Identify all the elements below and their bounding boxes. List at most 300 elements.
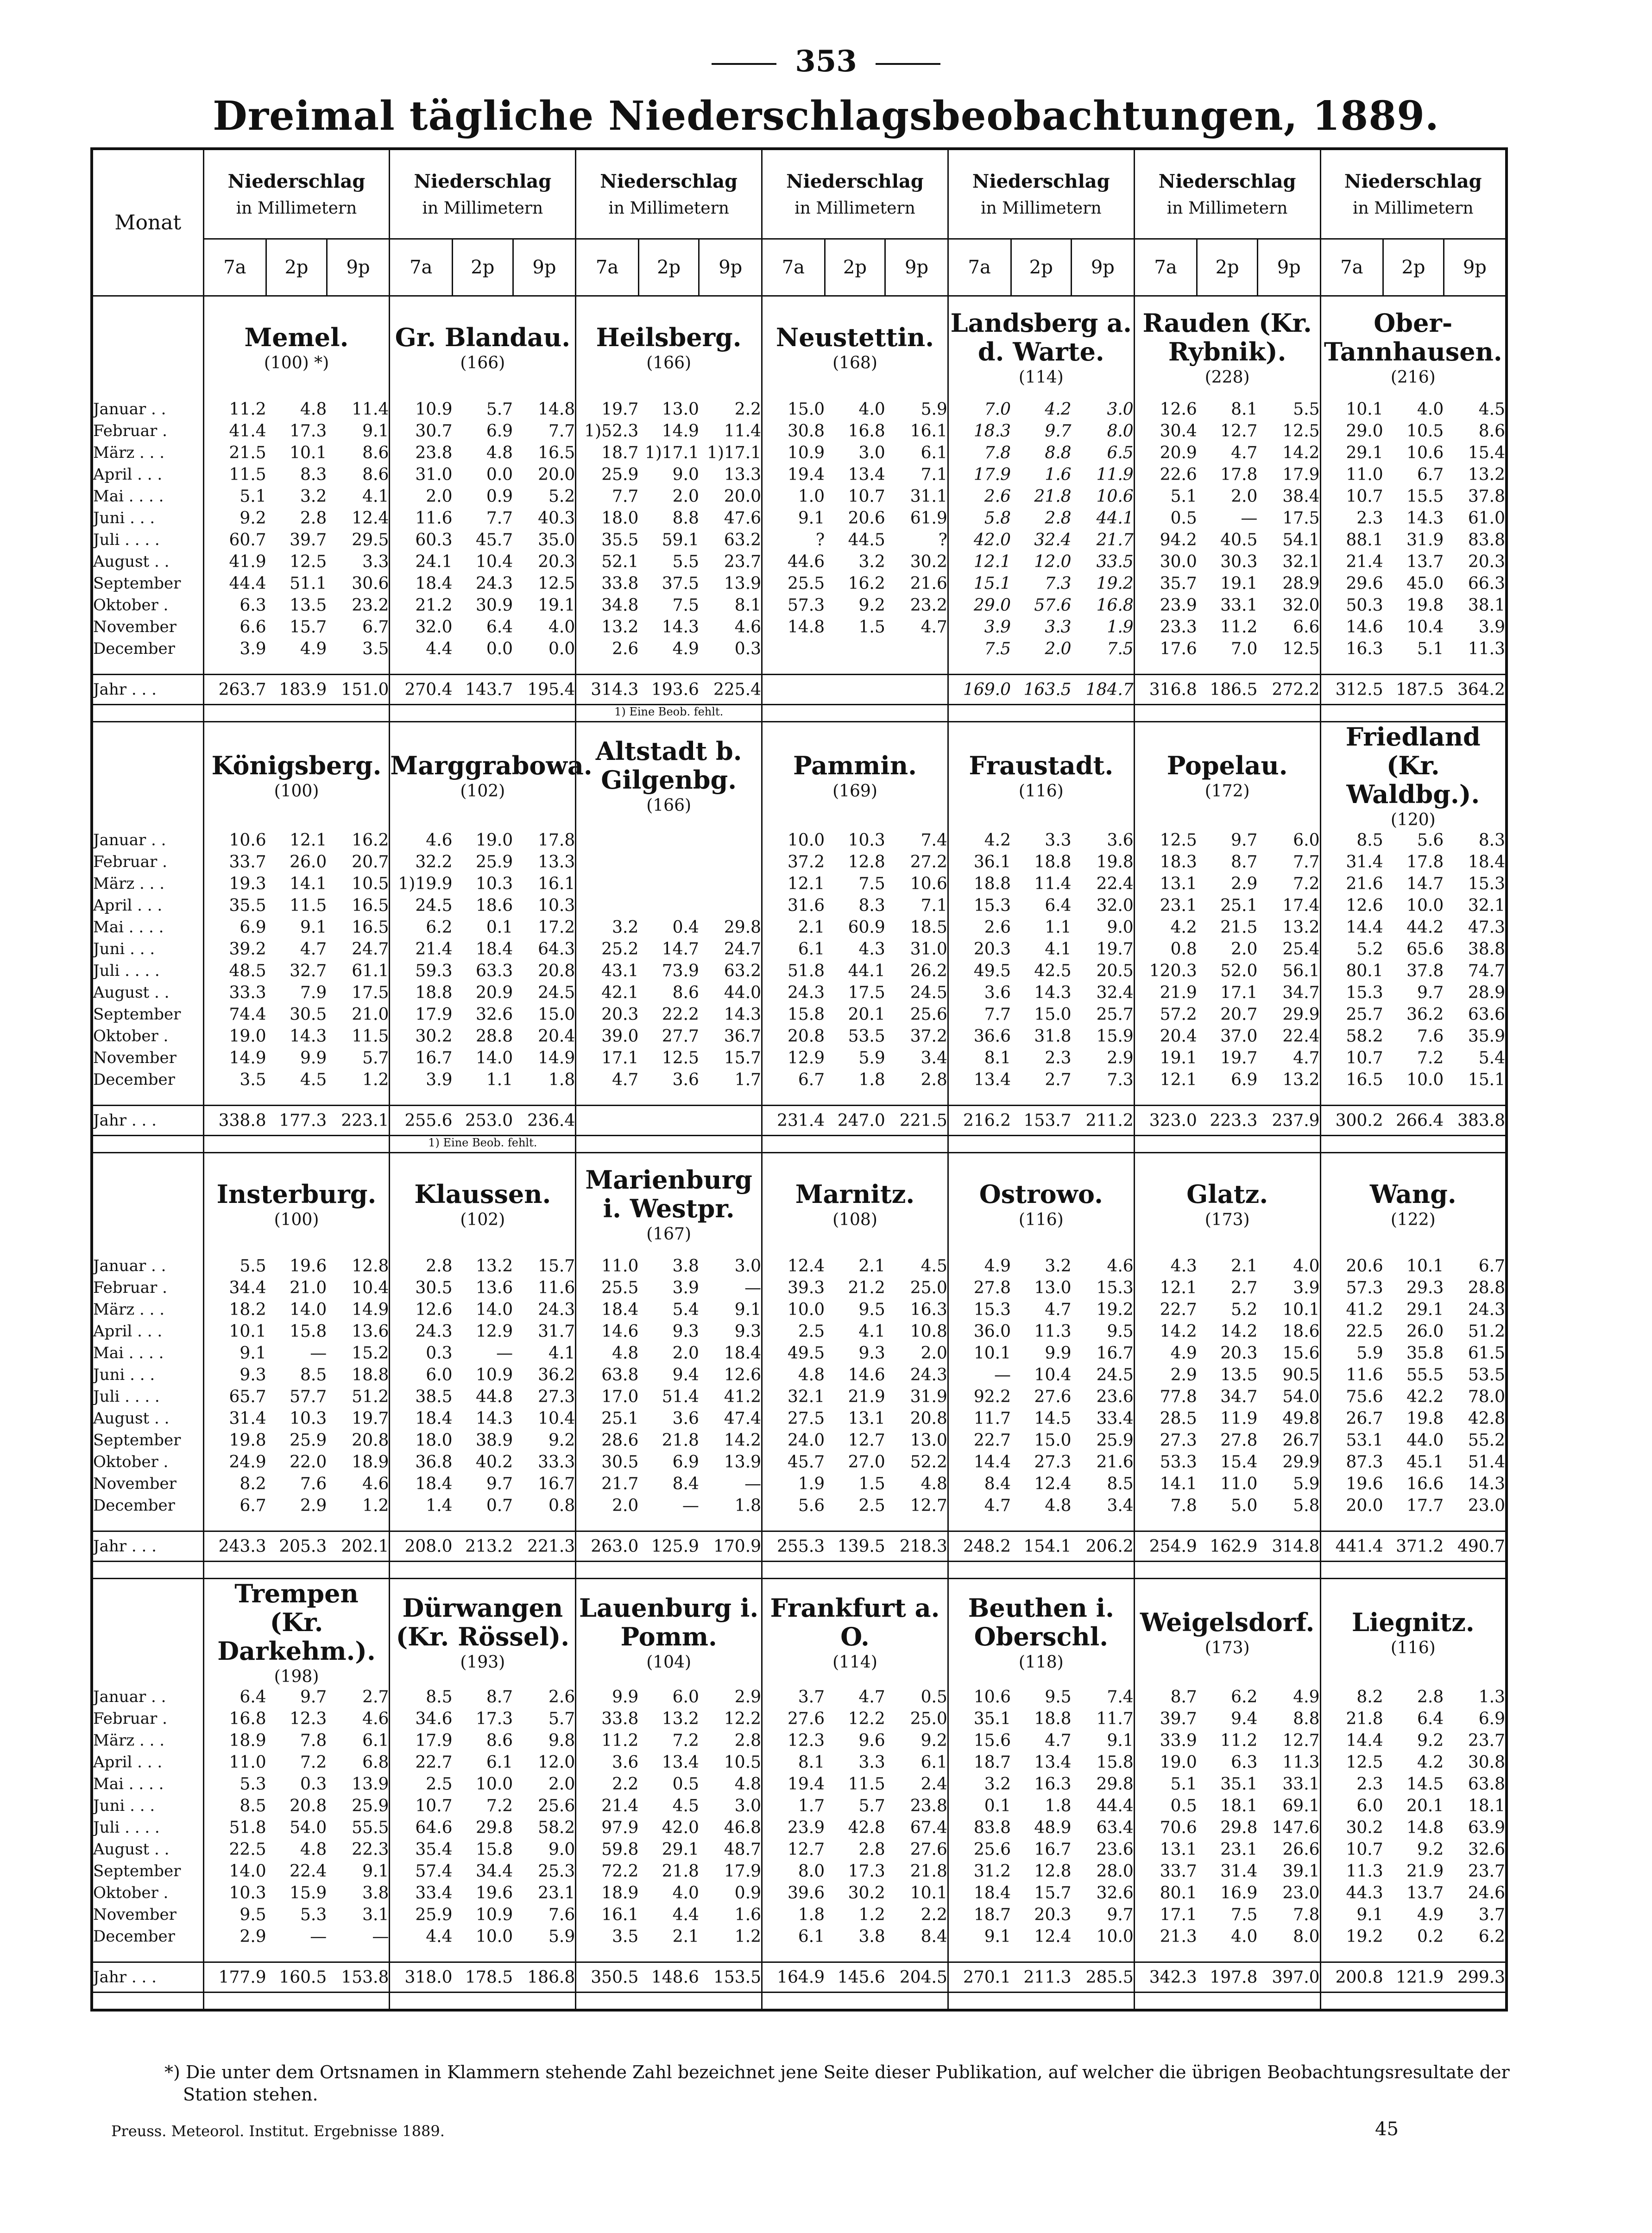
year-total: 170.9 [699,1531,762,1562]
value-cell: 15.2 [352,1344,389,1363]
value-cell: 13.3 [538,853,575,872]
value-cell: 4.7 [1231,443,1258,462]
value-cell: 9.1 [300,918,327,937]
value-cell: 10.7 [1346,1840,1383,1859]
value-cell: 10.0 [475,1775,513,1794]
value-cell: 10.1 [1406,1257,1444,1276]
value-cell: 37.5 [662,574,699,593]
value-cell: 55.5 [1406,1366,1444,1385]
station-footnote-cell [203,1562,390,1579]
value-column [390,1686,453,1948]
value-cell: 16.7 [1034,1840,1072,1859]
value-cell: 4.8 [734,1775,762,1794]
value-cell: 10.4 [1034,1366,1072,1385]
value-cell: 36.0 [973,1322,1011,1341]
month-label: Mai . . . . [93,1775,164,1793]
value-cell: 22.5 [1346,1322,1383,1341]
value-cell: 94.2 [1160,531,1197,550]
value-cell: 10.9 [475,1366,513,1385]
value-cell: 7.7 [548,422,575,441]
value-column [203,829,266,1091]
value-cell: 5.7 [858,1797,885,1815]
value-cell: 20.6 [848,509,885,528]
value-cell: 10.5 [1406,422,1444,441]
value-cell: 30.2 [848,1884,885,1903]
value-cell: 1)17.1 [706,443,762,462]
niederschlag-header [1134,149,1320,239]
value-cell: 6.9 [486,422,513,441]
year-total [638,1106,699,1136]
station-name: Liegnitz. [1351,1607,1475,1637]
value-cell: 2.6 [612,639,639,658]
value-cell: 29.5 [352,531,389,550]
value-cell: 22.4 [290,1862,327,1881]
value-cell: 64.6 [415,1818,453,1837]
unit-label: in Millimetern [608,199,729,218]
station-page: (166) [646,353,692,373]
page-number-line [0,44,1652,79]
value-cell: 2.7 [362,1688,389,1707]
value-cell: 8.4 [921,1927,947,1946]
value-cell: 14.3 [662,618,699,637]
value-cell: 20.3 [538,552,575,571]
value-cell: 7.4 [921,831,947,850]
value-column [1320,1686,1383,1948]
station-page: (193) [460,1653,505,1672]
value-cell: 4.7 [1045,1731,1072,1750]
value-cell: 11.5 [352,1027,389,1046]
value-cell: 29.8 [724,918,762,937]
month-label: Juni . . . [93,1797,155,1815]
value-cell: 11.9 [1096,465,1134,484]
value-cell: 66.3 [1468,574,1505,593]
value-cell: 13.0 [910,1431,947,1450]
value-cell: 24.7 [724,940,762,959]
value-cell: 7.2 [1417,1049,1444,1068]
value-cell: 53.3 [1160,1453,1197,1472]
value-cell: 18.8 [1034,1709,1072,1728]
value-cell: 4.8 [1045,1496,1072,1515]
value-cell: 21.4 [1346,552,1383,571]
value-cell: 12.3 [788,1731,825,1750]
year-total: 213.2 [453,1531,513,1562]
value-cell: 21.6 [910,574,947,593]
value-cell: 6.9 [240,918,266,937]
station-footnote-cell [1320,705,1507,722]
station-header [1134,296,1320,399]
station-page: (228) [1204,367,1250,387]
value-column [453,1686,513,1948]
value-cell: — [310,1344,327,1363]
station-header [576,1579,762,1687]
value-cell: 29.8 [1220,1818,1258,1837]
value-cell: 147.6 [1272,1818,1320,1837]
precipitation-table [90,147,1508,2012]
niederschlag-label: Niederschlag [600,171,738,192]
value-cell: 14.8 [538,400,575,419]
value-cell: 21.8 [910,1862,947,1881]
value-cell: 17.8 [538,831,575,850]
value-cell: 19.2 [1096,574,1134,593]
value-cell: 32.4 [1096,983,1134,1002]
value-cell: 9.1 [362,422,389,441]
value-cell: 7.7 [612,487,639,506]
value-cell: 1.5 [858,618,885,637]
value-cell: 54.0 [290,1818,327,1837]
value-cell: 1.6 [1045,465,1072,484]
value-cell: 8.7 [1170,1688,1197,1707]
year-total: 153.8 [327,1962,390,1993]
value-cell: 7.8 [1293,1905,1320,1924]
value-cell: 11.6 [415,509,453,528]
year-total: 342.3 [1134,1962,1197,1993]
value-cell: 14.3 [724,1005,762,1024]
station-name: Marggrabowa. [390,751,593,780]
station-page: (166) [646,796,692,815]
value-cell: 12.2 [724,1709,762,1728]
value-column [576,399,639,660]
value-cell: 4.5 [300,1070,327,1089]
value-cell: 19.8 [229,1431,266,1450]
value-cell: 44.6 [788,552,825,571]
value-cell: 5.4 [672,1300,699,1319]
value-cell: — [496,1344,513,1363]
value-cell: 24.3 [538,1300,575,1319]
value-cell: 7.1 [921,465,947,484]
value-cell: 2.6 [984,918,1011,937]
value-cell: 63.9 [1468,1818,1505,1837]
value-cell: 10.9 [788,443,825,462]
month-label: Juli . . . . [93,531,160,549]
value-cell: 11.3 [1468,639,1505,658]
value-cell: 20.3 [1468,552,1505,571]
station-footnote-cell [576,1562,762,1579]
value-cell: 12.4 [788,1257,825,1276]
value-cell: 14.2 [1160,1322,1197,1341]
value-cell: 9.7 [1107,1905,1134,1924]
value-cell: 73.9 [662,962,699,980]
year-total: 208.0 [390,1531,453,1562]
value-cell: 60.9 [848,918,885,937]
value-cell: 12.8 [848,853,885,872]
value-cell: 23.2 [910,596,947,615]
value-cell: 24.6 [1468,1884,1505,1903]
value-cell: 5.7 [486,400,513,419]
value-cell: 19.8 [1096,853,1134,872]
value-cell: 52.1 [601,552,639,571]
value-cell: 34.4 [229,1278,266,1297]
value-cell: 32.1 [788,1387,825,1406]
value-cell: 14.0 [229,1862,266,1881]
value-cell: 13.3 [724,465,762,484]
value-cell: 23.9 [788,1818,825,1837]
value-column [576,1686,639,1948]
value-cell: 63.3 [475,962,513,980]
month-label: August . . [93,1409,170,1428]
footnote: *) Die unter dem Ortsnamen in Klammern stehende Zahl bezeichnet jene Seite dieser Publikation, auf welcher die übrigen Beobachtungsresultate der Station stehen. [164,2062,1510,2105]
station-name: Memel. [244,322,349,352]
value-cell: 9.1 [362,1862,389,1881]
value-cell: 36.1 [973,853,1011,872]
value-column [453,1255,513,1517]
year-total: 221.3 [513,1531,576,1562]
value-cell: 36.6 [973,1027,1011,1046]
value-cell: 32.6 [1096,1884,1134,1903]
month-label: Juli . . . . [93,1818,160,1837]
value-cell: 27.3 [1160,1431,1197,1450]
value-cell: 30.5 [415,1278,453,1297]
value-cell: 17.7 [1406,1496,1444,1515]
value-cell: 25.7 [1096,1005,1134,1024]
month-label: Mai . . . . [93,1344,164,1362]
value-cell: 0.0 [486,639,513,658]
value-cell: 15.3 [1346,983,1383,1002]
value-column [825,1255,885,1517]
value-cell: 4.4 [426,639,453,658]
value-cell: 92.2 [973,1387,1011,1406]
value-cell: 4.0 [1231,1927,1258,1946]
value-cell: 44.1 [848,962,885,980]
value-cell: 0.3 [426,1344,453,1363]
value-cell: 33.8 [601,1709,639,1728]
value-cell: 11.7 [973,1409,1011,1428]
value-column [203,1686,266,1948]
value-cell: 29.1 [662,1840,699,1859]
jahr-label: Jahr . . . [92,675,203,705]
value-cell: 54.0 [1282,1387,1320,1406]
value-cell: 61.1 [352,962,389,980]
value-cell: 74.7 [1468,962,1505,980]
month-label: Oktober . [93,1884,169,1902]
value-cell: 11.4 [352,400,389,419]
value-cell: 13.0 [662,400,699,419]
value-cell: 6.7 [798,1070,825,1089]
time-header: 9p [1257,239,1320,296]
niederschlag-label: Niederschlag [972,171,1110,192]
value-cell: 40.5 [1220,531,1258,550]
value-cell: 16.3 [1346,639,1383,658]
time-header: 9p [885,239,948,296]
station-footnote-cell [948,1993,1134,2011]
value-cell: 19.6 [1346,1474,1383,1493]
value-cell: 38.5 [415,1387,453,1406]
value-cell: 57.4 [415,1862,453,1881]
value-cell: 35.7 [1160,574,1197,593]
value-cell: 17.9 [415,1005,453,1024]
value-cell: 10.9 [475,1905,513,1924]
value-cell: 6.7 [1417,465,1444,484]
value-cell: 19.1 [1160,1049,1197,1068]
value-cell: 3.6 [1107,831,1134,850]
value-cell: 54.1 [1282,531,1320,550]
value-cell: 1.9 [798,1474,825,1493]
year-total: 169.0 [948,675,1011,705]
time-header: 2p [453,239,513,296]
value-cell: 7.2 [300,1753,327,1772]
value-cell: 23.3 [1160,618,1197,637]
value-cell: 5.5 [240,1257,266,1276]
value-cell: 5.9 [1356,1344,1383,1363]
value-cell: 0.4 [672,918,699,937]
month-label: Februar . [93,1709,167,1728]
value-cell: 8.2 [1356,1688,1383,1707]
value-column [1134,829,1197,1091]
value-cell: 9.3 [858,1344,885,1363]
value-cell: 9.2 [240,509,266,528]
station-footnote-cell [1134,705,1320,722]
value-cell: 70.6 [1160,1818,1197,1837]
year-total: 206.2 [1072,1531,1135,1562]
value-cell: 10.0 [1406,896,1444,915]
value-cell: 5.8 [984,509,1011,528]
station-name: Wang. [1369,1179,1457,1209]
value-cell: 8.1 [734,596,762,615]
value-column [885,399,948,660]
month-label: November [93,618,177,636]
value-cell [885,638,947,660]
value-cell: 10.4 [538,1409,575,1428]
value-cell: 17.9 [724,1862,762,1881]
value-cell: 24.3 [788,983,825,1002]
value-cell: 7.8 [1170,1496,1197,1515]
year-total: 272.2 [1257,675,1320,705]
value-cell: 12.1 [1160,1278,1197,1297]
value-cell: 9.2 [858,596,885,615]
value-cell: 28.9 [1468,983,1505,1002]
value-cell: 5.1 [1170,487,1197,506]
year-total: 218.3 [885,1531,948,1562]
value-cell: 6.9 [1231,1070,1258,1089]
value-cell: 13.4 [662,1753,699,1772]
value-cell: 9.9 [1045,1344,1072,1363]
value-cell: 32.6 [1468,1840,1505,1859]
value-cell: 20.8 [538,962,575,980]
value-cell: 16.3 [1034,1775,1072,1794]
value-cell: 57.3 [788,596,825,615]
value-cell: 22.4 [1282,1027,1320,1046]
value-cell [699,895,761,917]
year-total: 255.6 [390,1106,453,1136]
value-cell: 8.6 [362,443,389,462]
value-cell: 42.1 [601,983,639,1002]
value-cell: 57.3 [1346,1278,1383,1297]
value-cell: 12.9 [475,1322,513,1341]
value-cell: 3.9 [240,639,266,658]
value-cell: 1.7 [734,1070,762,1089]
station-page: (108) [832,1210,877,1229]
station-header [1134,1579,1320,1687]
value-column [1444,1255,1507,1517]
value-cell: 2.5 [798,1322,825,1341]
station-footnote-cell [1320,1562,1507,1579]
value-cell: 14.3 [290,1027,327,1046]
value-cell: 5.9 [858,1049,885,1068]
value-cell: 21.8 [1346,1709,1383,1728]
value-cell: 13.7 [1406,552,1444,571]
value-cell: 0.0 [548,639,575,658]
value-cell: 4.8 [798,1366,825,1385]
value-cell: 2.5 [858,1496,885,1515]
value-cell: 10.7 [1346,1049,1383,1068]
value-cell: 6.5 [1107,443,1134,462]
value-cell: 18.6 [475,896,513,915]
value-cell: 5.5 [1293,400,1320,419]
niederschlag-header [948,149,1134,239]
value-cell: 2.1 [798,918,825,937]
year-total: 187.5 [1383,675,1444,705]
value-cell: 20.4 [538,1027,575,1046]
year-total: 285.5 [1072,1962,1135,1993]
value-cell: 25.6 [973,1840,1011,1859]
value-cell: 33.4 [415,1884,453,1903]
value-cell: 3.7 [1478,1905,1505,1924]
value-cell: 35.4 [415,1840,453,1859]
value-cell: 17.5 [1282,509,1320,528]
value-cell: 23.7 [724,552,762,571]
value-cell: 2.1 [672,1927,699,1946]
value-cell: 29.8 [475,1818,513,1837]
value-cell: 5.4 [1478,1049,1505,1068]
value-cell: 32.1 [1282,552,1320,571]
value-cell: 10.6 [1406,443,1444,462]
year-total: 441.4 [1320,1531,1383,1562]
value-cell: 20.8 [910,1409,947,1428]
value-cell: 1.1 [1045,918,1072,937]
value-column [638,829,699,1091]
value-cell: 65.7 [229,1387,266,1406]
value-cell: 14.2 [1282,443,1320,462]
station-name: Glatz. [1186,1179,1268,1209]
value-cell: 8.6 [362,465,389,484]
station-footnote-cell [203,705,390,722]
value-cell [638,895,699,917]
value-cell: 31.9 [910,1387,947,1406]
year-total: 225.4 [699,675,762,705]
value-cell: 21.5 [1220,918,1258,937]
value-cell: 42.0 [973,531,1011,550]
value-cell: 4.7 [612,1070,639,1089]
value-cell [699,873,761,895]
value-cell: 31.4 [229,1409,266,1428]
page-number: 353 [795,44,857,79]
month-label: September [93,1862,181,1880]
value-cell: 16.1 [910,422,947,441]
month-label: August . . [93,552,170,571]
value-cell: 7.6 [300,1474,327,1493]
value-cell: 35.8 [1406,1344,1444,1363]
value-cell: 3.4 [1107,1496,1134,1515]
value-cell: 18.7 [973,1753,1011,1772]
value-cell: 28.6 [601,1431,639,1450]
unit-label: in Millimetern [980,199,1102,218]
time-header: 2p [1011,239,1072,296]
niederschlag-header [1320,149,1507,239]
value-cell: 23.6 [1096,1840,1134,1859]
value-cell: 13.5 [1220,1366,1258,1385]
value-cell: 44.1 [1096,509,1134,528]
value-cell: 33.9 [1160,1731,1197,1750]
value-cell: 34.8 [601,596,639,615]
value-cell: 56.1 [1282,962,1320,980]
value-cell: 13.4 [973,1070,1011,1089]
value-cell: 44.2 [1406,918,1444,937]
value-cell: 8.8 [672,509,699,528]
value-cell: 16.5 [352,918,389,937]
value-cell: 16.8 [1096,596,1134,615]
value-cell: 43.1 [601,962,639,980]
value-cell: 12.6 [1160,400,1197,419]
value-cell: 3.8 [858,1927,885,1946]
